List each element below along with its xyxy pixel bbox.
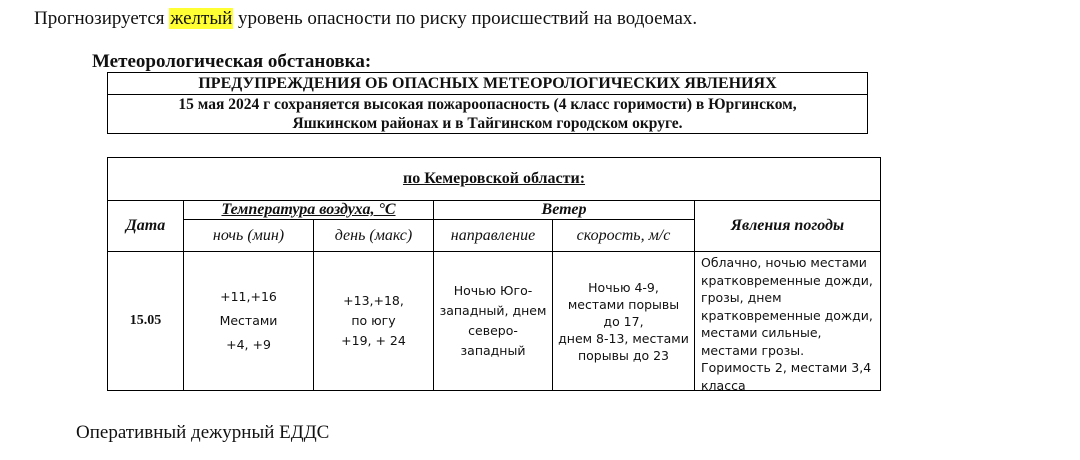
header-date: Дата [125,217,166,234]
intro-text-after: уровень опасности по риску происшествий на водоемах. [233,8,698,29]
wind-speed-line: до 17, [603,313,644,329]
wind-direction-cell [434,252,552,390]
phenomena-line: грозы, днем [701,290,782,305]
highlighted-level: желтый [170,8,233,29]
intro-text-before: Прогнозируется [34,8,170,29]
night-temp-cell [184,252,313,390]
wind-speed-line: местами порывы [567,296,680,312]
wind-direction-line: западный, днем [439,303,547,318]
wind-direction-line: северо- [468,323,518,338]
intro-paragraph [34,8,697,30]
wind-speed-line: Ночью 4-9, [588,279,659,295]
warnings-box [107,72,868,134]
header-night: ночь (мин) [212,226,285,244]
phenomena-cell [695,252,880,393]
phenomena-line: местами грозы. [701,342,805,358]
wind-direction-line: Ночью Юго- [453,283,533,298]
night-temp-line: +4, +9 [226,337,271,352]
warnings-line-2: Яшкинском районах и в Тайгинском городском округе. [292,115,683,132]
night-temp-line: Местами [219,313,278,328]
meteo-heading: Метеорологическая обстановка: [92,51,372,72]
region-label: по Кемеровской области: [402,170,586,187]
day-temp-cell [314,252,433,390]
day-temp-line: по югу [351,313,396,328]
header-wind: Ветер [541,201,587,218]
wind-speed-cell [553,252,694,390]
phenomena-line: Облачно, ночью местами [701,255,867,270]
weather-table [107,157,881,391]
header-phenomena: Явления погоды [730,217,845,234]
wind-speed-line: днем 8-13, местами [558,330,689,346]
header-direction: направление [450,226,536,244]
day-temp-line: +19, + 24 [341,333,406,348]
phenomena-line: местами сильные, [701,325,822,340]
header-temperature: Температура воздуха, °С [221,201,396,218]
night-temp-line: +11,+16 [220,289,277,304]
wind-direction-line: западный [460,343,526,358]
warnings-line-1: 15 мая 2024 г сохраняется высокая пожароопасность (4 класс горимости) в Юргинском, [178,96,797,113]
signature-line: Оперативный дежурный ЕДДС [76,422,330,443]
wind-speed-line: порывы до 23 [577,347,669,363]
warnings-body [108,95,867,133]
phenomena-line: класса [701,377,746,393]
day-temp-line: +13,+18, [343,293,404,308]
row-date: 15.05 [129,313,162,328]
phenomena-line: Горимость 2, местами 3,4 [701,360,872,375]
header-speed: скорость, м/с [576,226,671,244]
phenomena-line: кратковременные дожди, [701,272,873,288]
warnings-title: ПРЕДУПРЕЖДЕНИЯ ОБ ОПАСНЫХ МЕТЕОРОЛОГИЧЕСКИХ ЯВЛЕНИЯХ [108,73,867,95]
phenomena-line: кратковременные дожди, [701,307,873,323]
header-day: день (макс) [334,226,413,244]
